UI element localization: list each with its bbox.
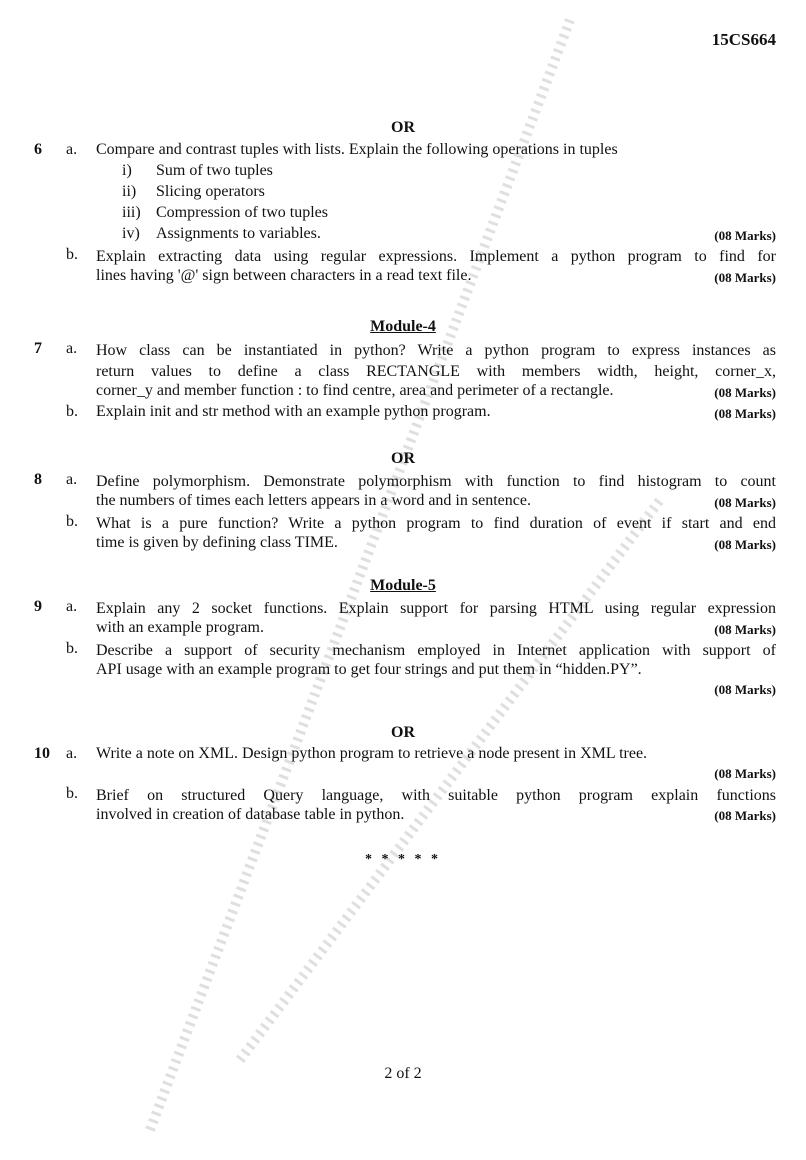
part-letter: a. (66, 471, 78, 488)
part-letter: b. (66, 246, 78, 263)
question-text: Describe a support of security mechanism employed in Internet application with support of (96, 642, 776, 659)
marks-label: (08 Marks) (714, 682, 776, 697)
question-text: How class can be instantiated in python? Write a python program to express instances as (96, 342, 776, 359)
sub-item: ii) Slicing operators (122, 183, 265, 200)
question-text: corner_y and member function : to find centre, area and perimeter of a rectangle. (96, 382, 614, 399)
question-text: Explain extracting data using regular expressions. Implement a python program to find for (96, 248, 776, 265)
paper-code: 15CS664 (711, 30, 776, 49)
question-text: the numbers of times each letters appears in a word and in sentence. (96, 492, 531, 509)
marks-label: (08 Marks) (714, 406, 776, 421)
part-letter: a. (66, 598, 78, 615)
marks-label: (08 Marks) (714, 537, 776, 552)
marks-label: (08 Marks) (714, 228, 776, 243)
question-text: Compare and contrast tuples with lists. Explain the following operations in tuples (96, 141, 618, 158)
part-letter: b. (66, 640, 78, 657)
sub-item: i) Sum of two tuples (122, 162, 273, 179)
module-heading: Module-5 (370, 577, 436, 594)
marks-label: (08 Marks) (714, 385, 776, 400)
question-number: 9 (34, 598, 42, 615)
question-text: Brief on structured Query language, with suitable python program explain functions (96, 787, 776, 804)
question-text: Write a note on XML. Design python program to retrieve a node present in XML tree. (96, 745, 648, 762)
part-letter: b. (66, 785, 78, 802)
question-text: Explain any 2 socket functions. Explain support for parsing HTML using regular expression (96, 600, 776, 617)
question-number: 7 (34, 340, 42, 357)
or-divider: OR (391, 724, 415, 741)
question-text: with an example program. (96, 619, 264, 636)
part-letter: a. (66, 340, 78, 357)
sub-item: iv) Assignments to variables. (122, 225, 321, 242)
question-number: 10 (34, 745, 50, 762)
question-text: time is given by defining class TIME. (96, 534, 338, 551)
part-letter: b. (66, 513, 78, 530)
marks-label: (08 Marks) (714, 622, 776, 637)
question-text: lines having '@' sign between characters in a read text file. (96, 267, 472, 284)
marks-label: (08 Marks) (714, 808, 776, 823)
part-letter: a. (66, 141, 78, 158)
part-letter: b. (66, 403, 78, 420)
or-divider: OR (391, 119, 415, 136)
marks-label: (08 Marks) (714, 495, 776, 510)
marks-label: (08 Marks) (714, 270, 776, 285)
or-divider: OR (391, 450, 415, 467)
marks-label: (08 Marks) (714, 766, 776, 781)
question-text: Define polymorphism. Demonstrate polymorphism with function to find histogram to count (96, 473, 776, 490)
question-number: 8 (34, 471, 42, 488)
module-heading: Module-4 (370, 318, 436, 335)
part-letter: a. (66, 745, 78, 762)
question-text: API usage with an example program to get four strings and put them in “hidden.PY”. (96, 661, 642, 678)
question-text: involved in creation of database table in python. (96, 806, 405, 823)
question-number: 6 (34, 141, 42, 158)
question-text: Explain init and str method with an example python program. (96, 403, 491, 420)
question-text: return values to define a class RECTANGLE with members width, height, corner_x, (96, 363, 776, 380)
sub-item: iii) Compression of two tuples (122, 204, 328, 221)
question-text: What is a pure function? Write a python program to find duration of event if start and end (96, 515, 776, 532)
end-stars: * * * * * (365, 852, 441, 867)
page-number: 2 of 2 (384, 1065, 422, 1082)
